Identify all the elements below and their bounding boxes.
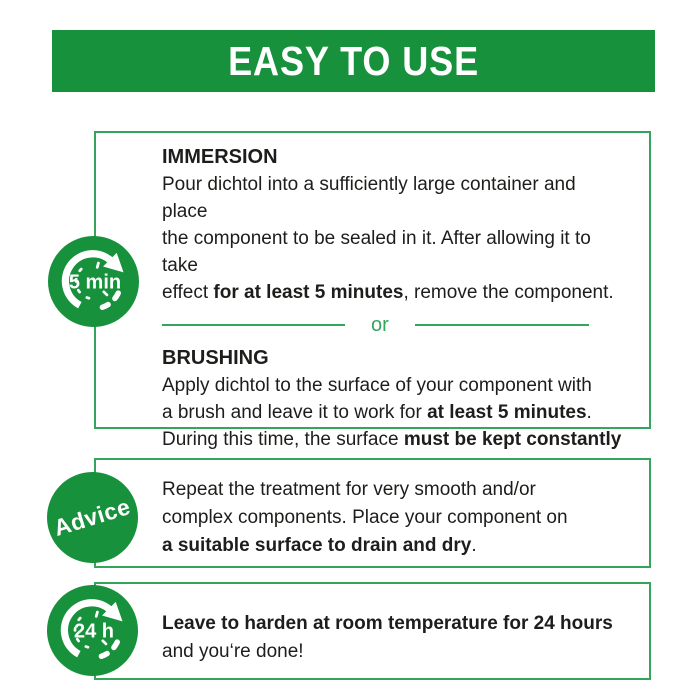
immersion-heading: IMMERSION [162, 146, 278, 168]
instructions-box [94, 131, 651, 450]
timer-24h-badge [47, 585, 138, 676]
curing-paragraph: Leave to harden at room temperature for 24 hours and you‘re done! [162, 613, 613, 662]
curing-box [94, 582, 651, 680]
advice-box [94, 458, 651, 568]
advice-paragraph: Repeat the treatment for very smooth and/or complex components. Place your component on a suitable surface to drain and dry. [162, 479, 568, 556]
advice-badge [47, 472, 138, 563]
or-label: or [371, 314, 389, 336]
advice-badge-label: Advice [51, 493, 134, 541]
immersion-paragraph: Pour dichtol into a sufficiently large container and place the component to be sealed in it. After allowing it to take effect for at least 5 minutes, remove the component. [162, 174, 614, 303]
brushing-paragraph: Apply dichtol to the surface of your component with a brush and leave it to work for at least 5 minutes. During this time, the surface must be kept constantly [162, 375, 622, 450]
divider-line-left [162, 324, 345, 326]
timer-24h-label: 24 h [73, 620, 115, 642]
or-divider [162, 315, 623, 335]
brushing-heading: BRUSHING [162, 347, 269, 369]
header-title: EASY TO USE [228, 37, 479, 84]
timer-5min-badge [48, 236, 139, 327]
header-banner [52, 30, 655, 92]
divider-line-right [415, 324, 589, 326]
timer-5min-label: 5 min [68, 271, 122, 293]
